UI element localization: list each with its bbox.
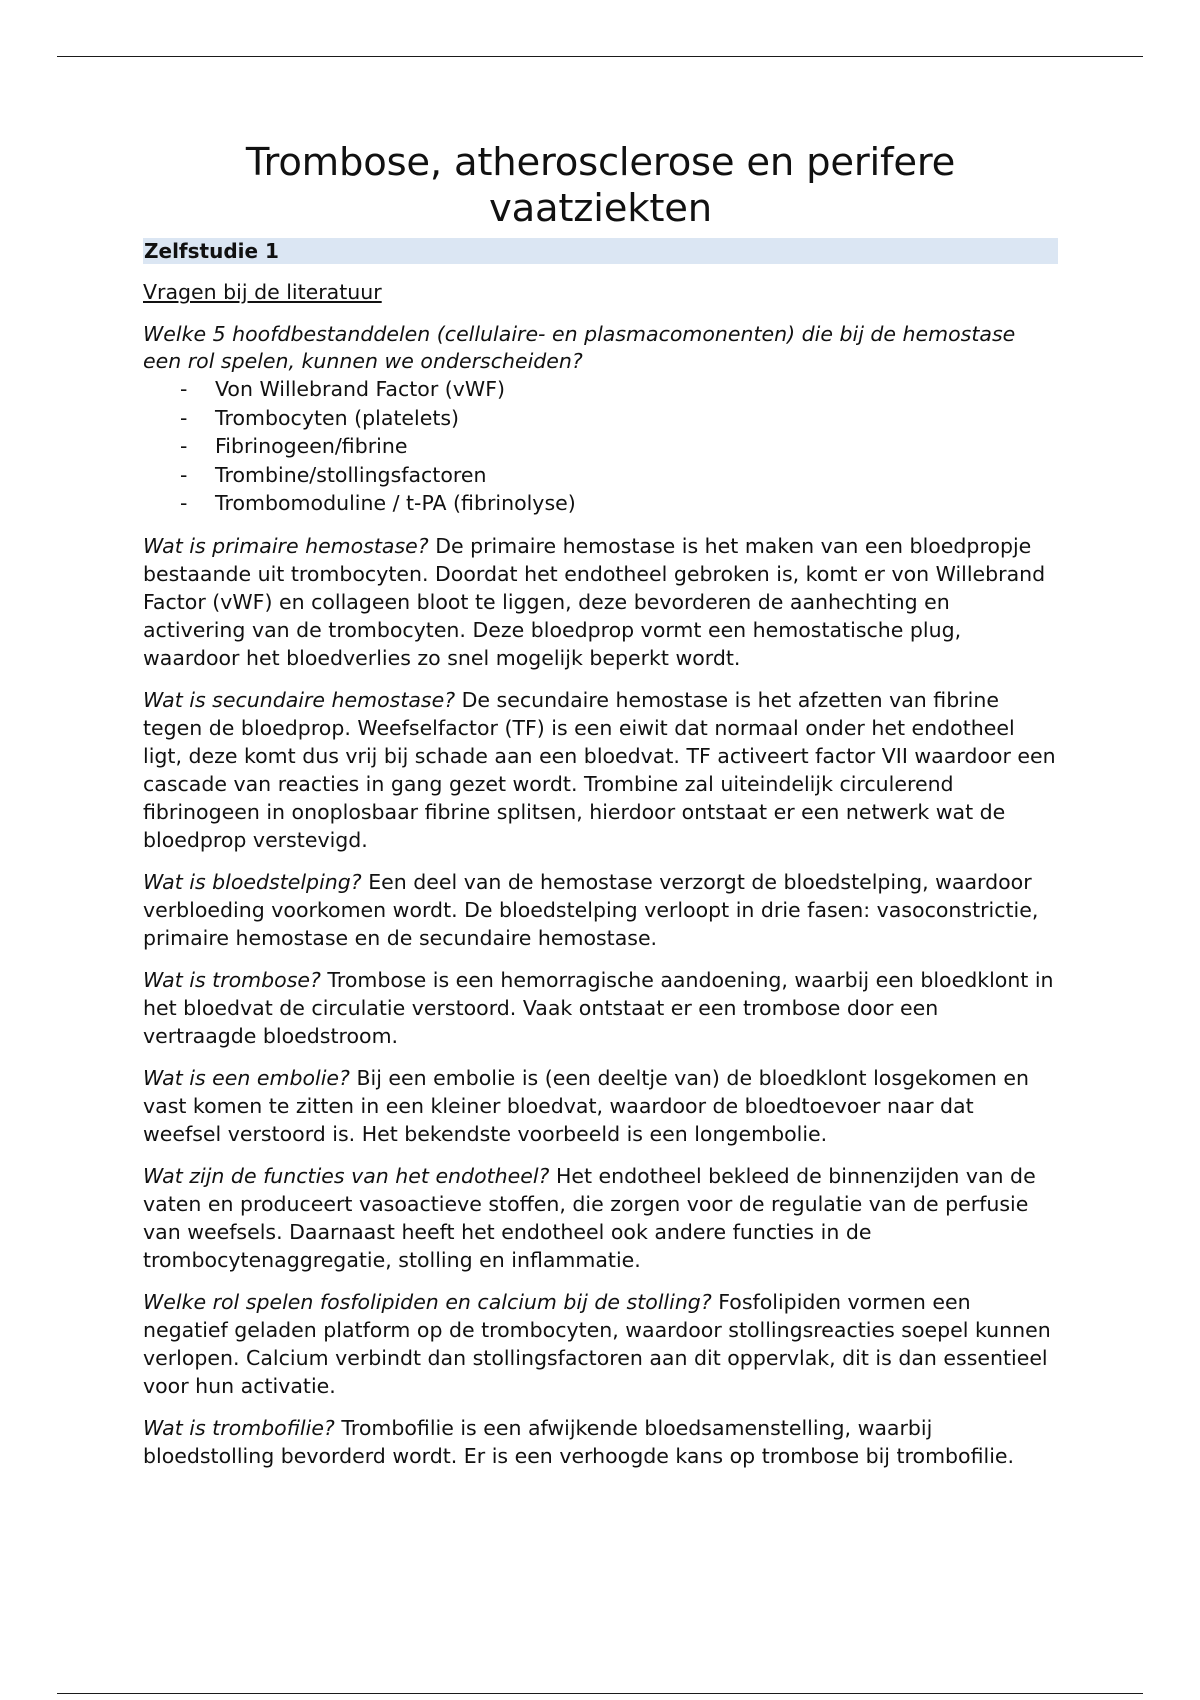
top-rule: [57, 56, 1143, 57]
list-item-text: Trombine/stollingsfactoren: [215, 462, 487, 487]
question-text: Wat is trombofilie?: [143, 1415, 335, 1440]
list-item: [143, 489, 1058, 518]
question-text: Welke rol spelen fosfolipiden en calcium bij de stolling?: [143, 1289, 712, 1314]
list-item-text: Trombocyten (platelets): [215, 405, 460, 430]
question-text: Wat is primaire hemostase?: [143, 533, 429, 558]
qa-paragraph: [143, 1162, 1058, 1274]
list-item-text: Trombomoduline / t-PA (fibrinolyse): [215, 491, 576, 515]
list-item: [143, 461, 1058, 490]
list-item: [143, 432, 1058, 461]
answer-text: De primaire hemostase is het maken van een bloedpropje bestaande uit trombocyten. Doordat het endotheel gebroken is, komt er von Willebrand Factor (vWF) en collageen bloot te liggen, deze bevorderen de aanhechting en activering van de trombocyten. Deze bloedprop vormt een hemostatische plug, waardoor het bloedverlies zo snel mogelijk beperkt wordt.: [143, 533, 1046, 670]
qa-paragraph: [143, 1288, 1058, 1400]
qa-paragraph: [143, 1414, 1058, 1470]
bullet-dash: -: [180, 405, 188, 430]
list-item-text: Fibrinogeen/fibrine: [215, 434, 408, 458]
answer-text: De secundaire hemostase is het afzetten van fibrine tegen de bloedprop. Weefselfactor (TF) is een eiwit dat normaal onder het endotheel ligt, deze komt dus vrij bij schade aan een bloedvat. TF activeert factor VII waardoor een cascade van reacties in gang gezet wordt. Trombine zal uiteindelijk circulerend fibrinogeen in onoplosbaar fibrine splitsen, hierdoor ontstaat er een netwerk wat de bloedprop verstevigd.: [143, 687, 1056, 852]
bullet-dash: -: [180, 462, 188, 487]
document-body: [143, 140, 1058, 1470]
bullet-dash: -: [180, 434, 188, 458]
bullet-dash: -: [180, 377, 188, 401]
answer-text: Fosfolipiden vormen een negatief geladen platform op de trombocyten, waardoor stollingsreacties soepel kunnen verlopen. Calcium verbindt dan stollingsfactoren aan dit oppervlak, dit is dan essentieel voor hun activatie.: [143, 1289, 1051, 1398]
qa-paragraph: [143, 532, 1058, 672]
list-item: [143, 404, 1058, 433]
qa-paragraph: [143, 1064, 1058, 1148]
section-heading: Zelfstudie 1: [143, 238, 1058, 264]
list-item-text: Von Willebrand Factor (vWF): [215, 377, 505, 401]
question-text: Wat is een embolie?: [143, 1065, 350, 1090]
intro-question: Welke 5 hoofdbestanddelen (cellulaire- en plasmacomonenten) die bij de hemostase een rol spelen, kunnen we onderscheiden?: [143, 322, 1016, 373]
question-text: Wat is trombose?: [143, 967, 321, 992]
qa-paragraph: [143, 686, 1058, 854]
answer-text: Het endotheel bekleed de binnenzijden van de vaten en produceert vasoactieve stoffen, die zorgen voor de regulatie van de perfusie van weefsels. Daarnaast heeft het endotheel ook andere functies in de trombocytenaggregatie, stolling en inflammatie.: [143, 1163, 1036, 1272]
bottom-rule: [57, 1693, 1143, 1694]
answer-text: Trombofilie is een afwijkende bloedsamenstelling, waarbij bloedstolling bevorderd wordt. Er is een verhoogde kans op trombose bij trombofilie.: [143, 1415, 1015, 1468]
question-text: Wat is secundaire hemostase?: [143, 687, 456, 712]
question-text: Wat zijn de functies van het endotheel?: [143, 1163, 550, 1188]
list-item: [143, 375, 1058, 404]
qa-paragraph: [143, 966, 1058, 1050]
answer-text: Trombose is een hemorragische aandoening, waarbij een bloedklont in het bloedvat de circulatie verstoord. Vaak ontstaat er een trombose door een vertraagde bloedstroom.: [143, 967, 1054, 1048]
bullet-dash: -: [180, 491, 188, 515]
answer-text: Een deel van de hemostase verzorgt de bloedstelping, waardoor verbloeding voorkomen wordt. De bloedstelping verloopt in drie fasen: vasoconstrictie, primaire hemostase en de secundaire hemostase.: [143, 869, 1039, 950]
page-title: Trombose, atherosclerose en perifere vaatziekten: [245, 140, 956, 231]
answer-text: Bij een embolie is (een deeltje van) de bloedklont losgekomen en vast komen te zitten in een kleiner bloedvat, waardoor de bloedtoevoer naar dat weefsel verstoord is. Het bekendste voorbeeld is een longembolie.: [143, 1065, 1030, 1146]
subheading: Vragen bij de literatuur: [143, 280, 382, 304]
component-list: [143, 375, 1058, 518]
question-text: Wat is bloedstelping?: [143, 869, 362, 894]
qa-paragraph: [143, 868, 1058, 952]
